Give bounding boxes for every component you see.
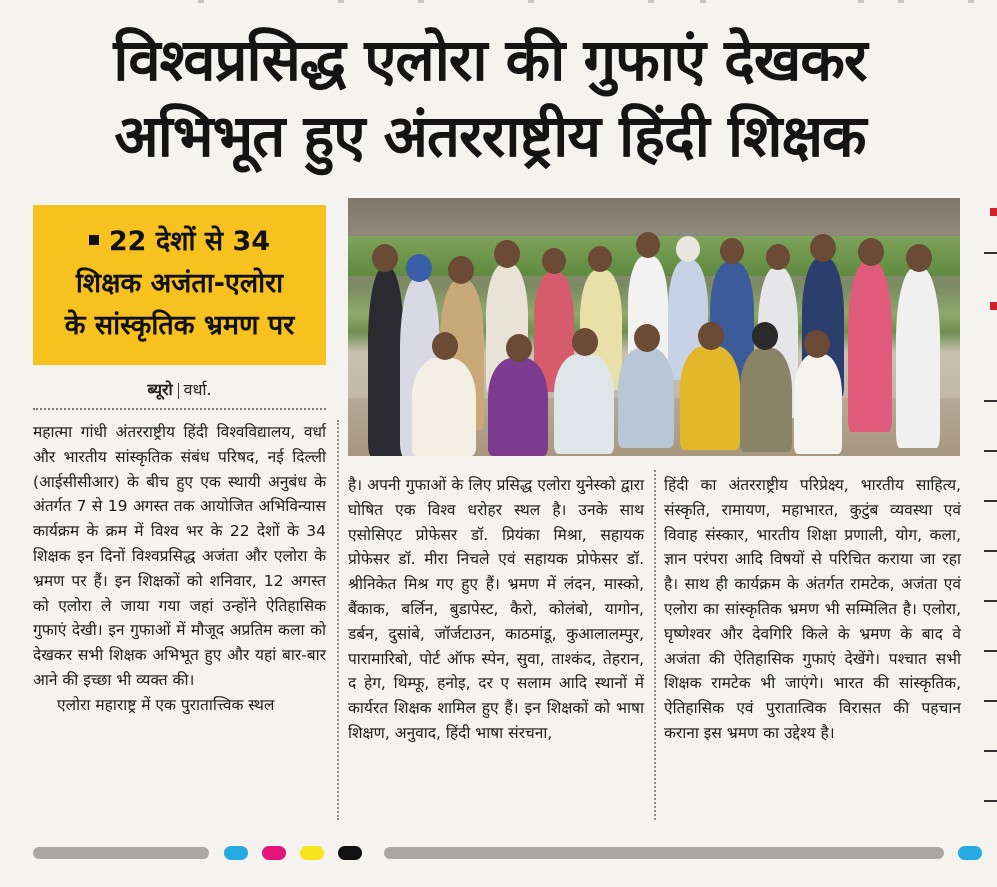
kicker-line-3: के सांस्कृतिक भ्रमण पर — [64, 310, 295, 341]
headline-line-1: विश्वप्रसिद्ध एलोरा की गुफाएं देखकर — [113, 26, 867, 94]
text-fragment — [984, 700, 997, 712]
photo-head — [676, 236, 700, 262]
photo-head — [766, 244, 790, 270]
photo-person — [412, 358, 476, 456]
byline-source: ब्यूरो — [147, 380, 173, 399]
photo-head — [494, 240, 520, 268]
photo-head — [542, 248, 566, 274]
photo-person — [740, 348, 792, 452]
gray-strip — [384, 847, 944, 859]
headline — [30, 22, 950, 174]
headline-line-2: अभिभूत हुए अंतरराष्ट्रीय हिंदी शिक्षक — [114, 102, 866, 170]
photo-head — [506, 334, 532, 362]
photo-head — [636, 232, 660, 258]
kicker-box — [33, 205, 326, 365]
article-column-2 — [348, 473, 644, 746]
cyan-registration-mark — [958, 846, 982, 860]
black-registration-mark — [338, 846, 362, 860]
article-column-1 — [33, 420, 326, 718]
text-fragment — [984, 800, 997, 812]
text-fragment — [984, 450, 997, 462]
photo-head — [448, 256, 474, 284]
adjacent-article-edge — [972, 190, 997, 830]
photo-person — [680, 346, 740, 450]
red-bullet-icon — [990, 208, 997, 216]
yellow-registration-mark — [300, 846, 324, 860]
byline — [33, 378, 326, 400]
photo-head — [372, 244, 398, 272]
byline-place: वर्धा. — [183, 380, 212, 399]
photo-person — [368, 268, 404, 456]
byline-divider — [33, 408, 326, 410]
text-fragment — [984, 600, 997, 612]
article-column-3 — [664, 473, 961, 746]
photo-head — [906, 244, 932, 272]
magenta-registration-mark — [262, 846, 286, 860]
photo-head — [572, 328, 598, 356]
group-photo-image — [348, 198, 960, 456]
photo-head — [634, 324, 660, 352]
text-fragment — [984, 500, 997, 512]
text-fragment — [984, 550, 997, 562]
column-3-paragraph-1: हिंदी का अंतरराष्ट्रीय परिप्रेक्ष्य, भारतीय साहित्य, संस्कृति, रामायण, महाभारत, कुटुंब व्यवस्था एवं विवाह संस्कार, भारतीय शिक्षा प्रणाली, योग, कला, ज्ञान परंपरा आदि विषयों से परिचित कराया जा रहा है। साथ ही कार्यक्रम के अंतर्गत रामटेक, अजंता एवं एलोरा का सांस्कृतिक भ्रमण भी सम्मिलित है। एलोरा, घृष्णेश्वर और देवगिरि किले के भ्रमण के बाद वे अजंता की ऐतिहासिक गुफाएं देखेंगे। पश्चात सभी शिक्षक रामटेक भी जाएंगे। भारत की सांस्कृतिक, ऐतिहासिक एवं पुरातात्विक विरासत की पहचान कराना इस भ्रमण का उद्देश्य है। — [664, 476, 961, 742]
square-bullet-icon — [89, 235, 99, 245]
byline-separator — [178, 383, 179, 399]
photo-head — [432, 332, 458, 360]
photo-head — [810, 234, 836, 262]
column-divider — [654, 470, 656, 820]
photo-head — [720, 238, 744, 264]
photo-head — [406, 254, 432, 282]
photo-person — [794, 354, 842, 454]
text-fragment — [984, 252, 997, 264]
column-1-paragraph-1: महात्मा गांधी अंतरराष्ट्रीय हिंदी विश्वविद्यालय, वर्धा और भारतीय सांस्कृतिक संबंध परिषद, नई दिल्ली (आईसीसीआर) के बीच हुए एक स्थायी अनुबंध के अंतर्गत 7 से 19 अगस्त तक आयोजित अभिविन्यास कार्यक्रम के क्रम में विश्व भर के 22 देशों के 34 शिक्षक इन दिनों विश्वप्रसिद्ध अजंता और एलोरा के भ्रमण पर हैं। इन शिक्षकों को शनिवार, 12 अगस्त को एलोरा ले जाया गया जहां उन्होंने ऐतिहासिक गुफाएं देखी। इन गुफाओं में मौजूद अप्रतिम कला को देखकर सभी शिक्षक अभिभूत हुए और यहां बार-बार आने की इच्छा भी व्यक्त की। — [33, 423, 326, 689]
photo-person — [554, 354, 614, 454]
photo-head — [804, 330, 830, 358]
photo-person — [618, 348, 674, 448]
photo-head — [752, 322, 778, 350]
cyan-registration-mark — [224, 846, 248, 860]
text-fragment — [984, 750, 997, 762]
text-fragment — [984, 400, 997, 412]
text-fragment — [984, 650, 997, 662]
photo-head — [698, 322, 724, 350]
photo-head — [858, 238, 884, 266]
photo-person — [488, 358, 548, 456]
red-bullet-icon — [990, 302, 997, 310]
column-2-paragraph-1: है। अपनी गुफाओं के लिए प्रसिद्ध एलोरा युनेस्को द्वारा घोषित एक विश्व धरोहर स्थल है। उनके साथ एसोसिएट प्रोफेसर डॉ. प्रियंका मिश्रा, सहायक प्रोफेसर डॉ. मीरा निचले एवं सहायक प्रोफेसर डॉ. श्रीनिकेत मिश्र गए हुए हैं। भ्रमण में लंदन, मास्को, बैंकाक, बर्लिन, बुडापेस्ट, कैरो, कोलंबो, यागोन, डर्बन, दुसांबे, जॉर्जटाउन, काठमांडू, कुआलालम्पुर, पारामारिबो, पोर्ट ऑफ स्पेन, सुवा, ताश्कंद, तेहरान, द हेग, थिम्फू, हनोइ, दर ए सलाम आदि स्थानों में कार्यरत शिक्षक शामिल हुए हैं। इन शिक्षकों को भाषा शिक्षण, अनुवाद, हिंदी भाषा संरचना, — [348, 476, 644, 742]
kicker-line-1: 22 देशों से 34 — [47, 221, 312, 263]
kicker-line-2: शिक्षक अजंता-एलोरा — [75, 268, 284, 299]
column-1-paragraph-2: एलोरा महाराष्ट्र में एक पुरातात्त्विक स्थल — [57, 695, 275, 714]
photo-person — [848, 262, 892, 432]
gray-strip — [33, 847, 209, 859]
column-divider — [337, 420, 339, 820]
top-edge-marks — [0, 0, 997, 8]
photo-person — [896, 268, 940, 448]
print-registration-bar — [0, 842, 997, 864]
photo-head — [588, 246, 612, 272]
